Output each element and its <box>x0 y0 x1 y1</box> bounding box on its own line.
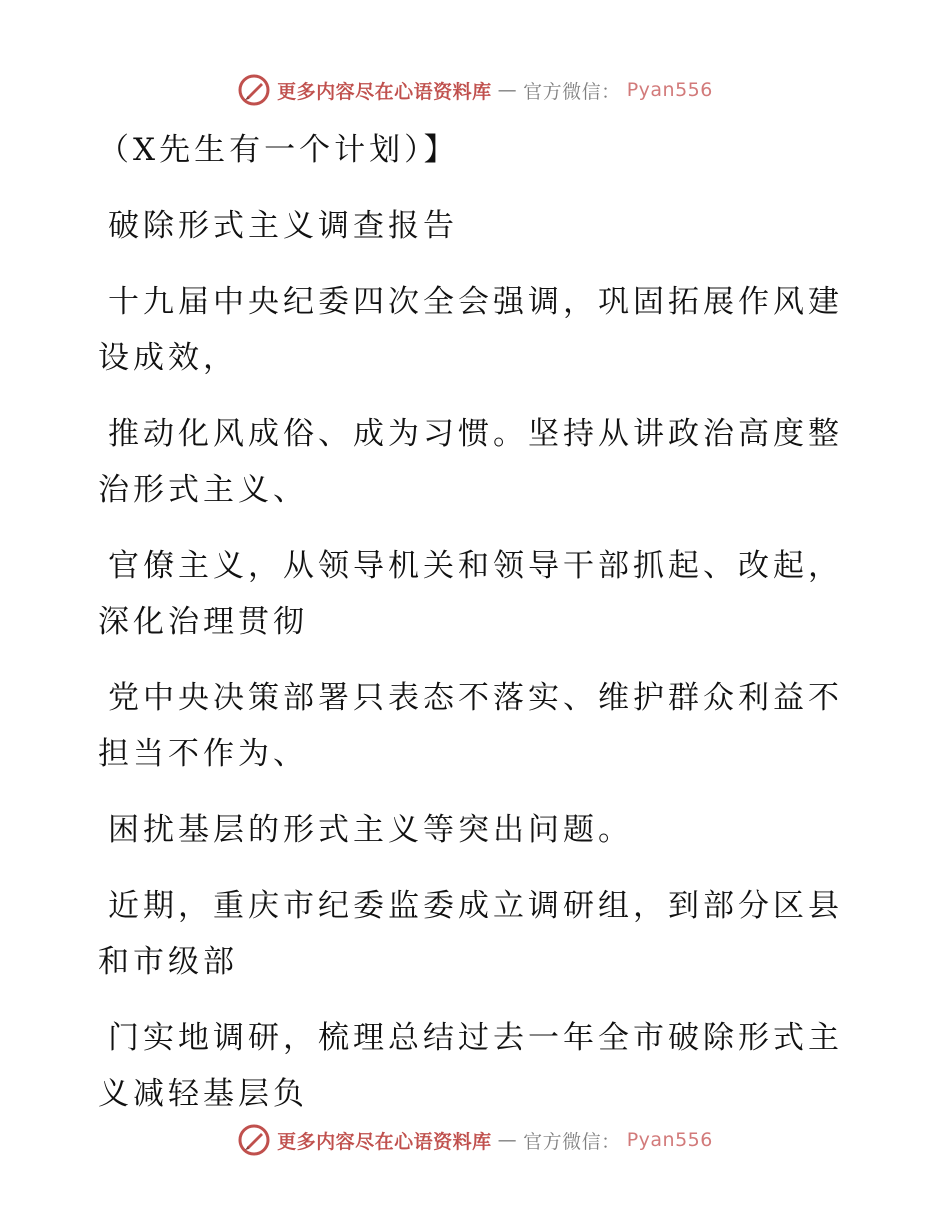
text-line-first: 近期，重庆市纪委监委成立调研组，到部分区县 <box>108 888 843 924</box>
document-title <box>98 198 858 254</box>
text-line-first: 党中央决策部署只表态不落实、维护群众利益不 <box>108 680 843 716</box>
quill-seal-icon <box>237 1123 271 1157</box>
watermark-brand: 更多内容尽在心语资料库 <box>277 1130 492 1153</box>
text-line-first: 十九届中央纪委四次全会强调，巩固拓展作风建 <box>108 284 843 320</box>
text-paragraph <box>98 406 858 518</box>
text-paragraph <box>98 878 858 990</box>
watermark-dash: — <box>497 79 518 101</box>
text-line-cont: 义减轻基层负 <box>98 1076 308 1112</box>
text-paragraph <box>98 670 858 782</box>
text-line-first: 门实地调研，梳理总结过去一年全市破除形式主 <box>108 1020 843 1056</box>
text-paragraph <box>98 802 858 858</box>
text-line-first: （X先生有一个计划）】 <box>98 132 459 168</box>
watermark-account: Pyan556 <box>626 1129 713 1151</box>
watermark-account: Pyan556 <box>626 79 713 101</box>
document-body <box>98 122 858 1142</box>
watermark-label: 官方微信： <box>523 1130 621 1153</box>
text-paragraph <box>98 274 858 386</box>
text-line-first: 破除形式主义调查报告 <box>108 208 458 244</box>
text-line-cont: 担当不作为、 <box>98 736 308 772</box>
text-paragraph <box>98 538 858 650</box>
footer-watermark <box>0 1120 950 1160</box>
text-line-cont: 设成效， <box>98 340 238 376</box>
watermark-brand: 更多内容尽在心语资料库 <box>277 80 492 103</box>
text-line-first: 困扰基层的形式主义等突出问题。 <box>108 812 633 848</box>
text-line <box>98 122 858 178</box>
watermark-dash: — <box>497 1129 518 1151</box>
text-line-cont: 深化治理贯彻 <box>98 604 308 640</box>
text-line-first: 官僚主义，从领导机关和领导干部抓起、改起， <box>108 548 843 584</box>
watermark-label: 官方微信： <box>523 80 621 103</box>
text-line-cont: 治形式主义、 <box>98 472 308 508</box>
header-watermark <box>0 70 950 110</box>
quill-seal-icon <box>237 73 271 107</box>
text-line-first: 推动化风成俗、成为习惯。坚持从讲政治高度整 <box>108 416 843 452</box>
text-paragraph <box>98 1010 858 1122</box>
text-line-cont: 和市级部 <box>98 944 238 980</box>
